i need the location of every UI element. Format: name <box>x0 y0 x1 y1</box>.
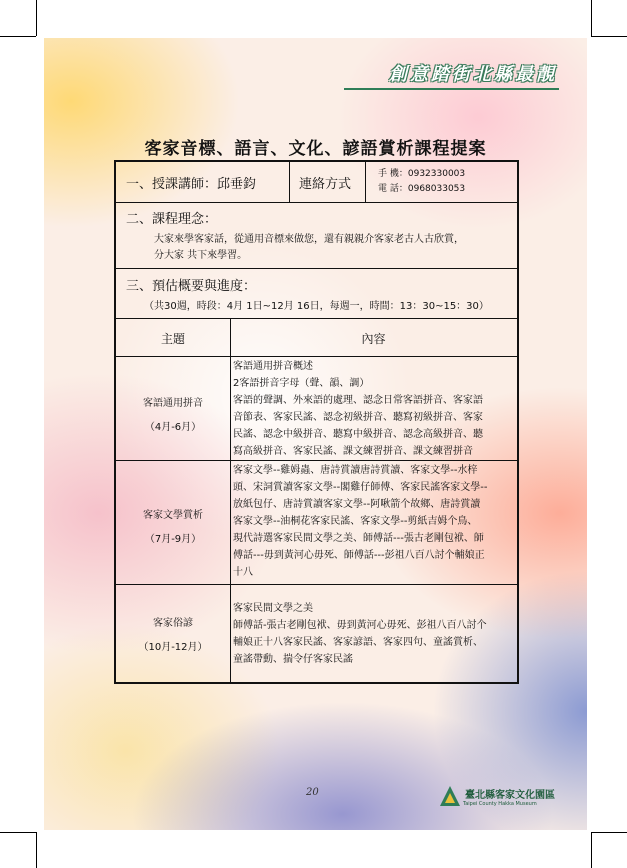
museum-logo <box>439 783 559 813</box>
content-line: 頭、宋詞賞讀客家文學--閣雞仔師傅、客家民謠客家文學-- <box>233 482 488 493</box>
divider <box>116 318 517 319</box>
content-line: 十八 <box>233 567 253 578</box>
divider <box>365 162 366 202</box>
content-line: 放紙包仔、唐詩賞讀客家文學--阿啾箭个故鄉、唐詩賞讀 <box>233 499 481 510</box>
table-row-period: （7月-9月） <box>144 534 202 545</box>
paragraph-line: 大家來學客家話，從通用音標來做您，還有親親介客家老古人古欣賞， <box>154 234 464 245</box>
crop-mark <box>591 832 627 833</box>
contact-phones <box>378 167 465 197</box>
content-line: 客家民間文學之美 <box>233 603 313 614</box>
content-line: 童謠帶動、揣令仔客家民謠 <box>233 654 353 665</box>
page-number: 20 <box>306 787 319 798</box>
table-row-period: （4月-6月） <box>144 422 202 433</box>
table-row-content <box>233 600 515 668</box>
course-philosophy <box>154 232 504 264</box>
content-line: 客語的聲調、外來語的處理、認念日常客語拼音、客家語 <box>233 395 483 406</box>
contact-label: 連絡方式 <box>299 177 352 192</box>
table-row-theme: 客語通用拼音 <box>143 398 203 409</box>
table-row-content <box>233 358 515 460</box>
content-line: 輔娘正十八客家民謠、客家諺語、客家四句、童謠賞析、 <box>233 637 483 648</box>
paragraph-line: 分大家 共下來學習。 <box>154 250 248 261</box>
column-divider <box>230 318 231 682</box>
crop-mark <box>591 832 592 868</box>
crop-mark <box>0 832 36 833</box>
document-page <box>44 38 587 830</box>
divider <box>289 162 290 202</box>
content-line: 傅話---毋到黃河心毋死、師傅話---彭祖八百八討个輔娘正 <box>233 550 485 561</box>
mobile-number: 手 機：0932330003 <box>378 169 466 179</box>
header-title: 創意踏街北縣最靚 <box>389 64 557 85</box>
content-line: 師傅話-張古老剛包袱、毋到黃河心毋死、彭祖八百八討个 <box>233 620 487 631</box>
content-line: 2客語拼音字母（聲、韻、調） <box>233 378 370 389</box>
table-header-content: 內容 <box>361 332 386 346</box>
crop-mark <box>0 36 36 37</box>
divider <box>116 584 517 585</box>
divider <box>116 268 517 269</box>
phone-number: 電 話：0968033053 <box>378 184 466 194</box>
content-line: 寫高級拼音、客家民謠、課文練習拼音、課文練習拼音 <box>233 446 473 457</box>
content-line: 現代詩選客家民間文學之美、師傅話---張古老剛包袱、師 <box>233 533 484 544</box>
instructor-label: 一、授課講師：邱垂鈞 <box>126 177 257 192</box>
content-line: 客家文學--雞姆蟲、唐詩賞讀唐詩賞讀、客家文學--水梓 <box>233 465 478 476</box>
museum-logo-icon <box>439 785 461 807</box>
schedule-text: （共30週，時段：4月 1日~12月 16日，每週一，時間：13：30~15：30） <box>144 301 489 312</box>
instructor-row <box>116 162 517 203</box>
section-heading: 二、課程理念： <box>126 212 218 227</box>
content-line: 客家文學--油桐花客家民謠、客家文學--剪紙吉姆个鳥、 <box>233 516 478 527</box>
table-row-period: （10月-12月） <box>138 642 208 653</box>
content-line: 客語通用拼音概述 <box>233 361 313 372</box>
table-row-content <box>233 462 515 581</box>
divider <box>116 356 517 357</box>
content-line: 音節表、客家民謠、認念初級拼音、聽寫初級拼音、客家 <box>233 412 483 423</box>
content-line: 民謠、認念中級拼音、聽寫中級拼音、認念高級拼音、聽 <box>233 429 483 440</box>
logo-subtext: Taipei County Hakka Museum <box>463 801 537 807</box>
table-row-theme: 客家俗諺 <box>153 618 193 629</box>
header-rule <box>344 88 559 90</box>
logo-text: 臺北縣客家文化園區 <box>465 790 555 801</box>
divider <box>116 460 517 461</box>
crop-mark <box>591 0 592 36</box>
table-header-theme: 主題 <box>160 332 185 346</box>
document-title: 客家音標、語言、文化、諺語賞析課程提案 <box>144 139 487 159</box>
proposal-form <box>114 160 519 684</box>
section-heading: 三、預估概要與進度： <box>126 279 257 294</box>
crop-mark <box>36 0 37 36</box>
table-row-theme: 客家文學賞析 <box>143 510 203 521</box>
crop-mark <box>591 36 627 37</box>
crop-mark <box>36 832 37 868</box>
